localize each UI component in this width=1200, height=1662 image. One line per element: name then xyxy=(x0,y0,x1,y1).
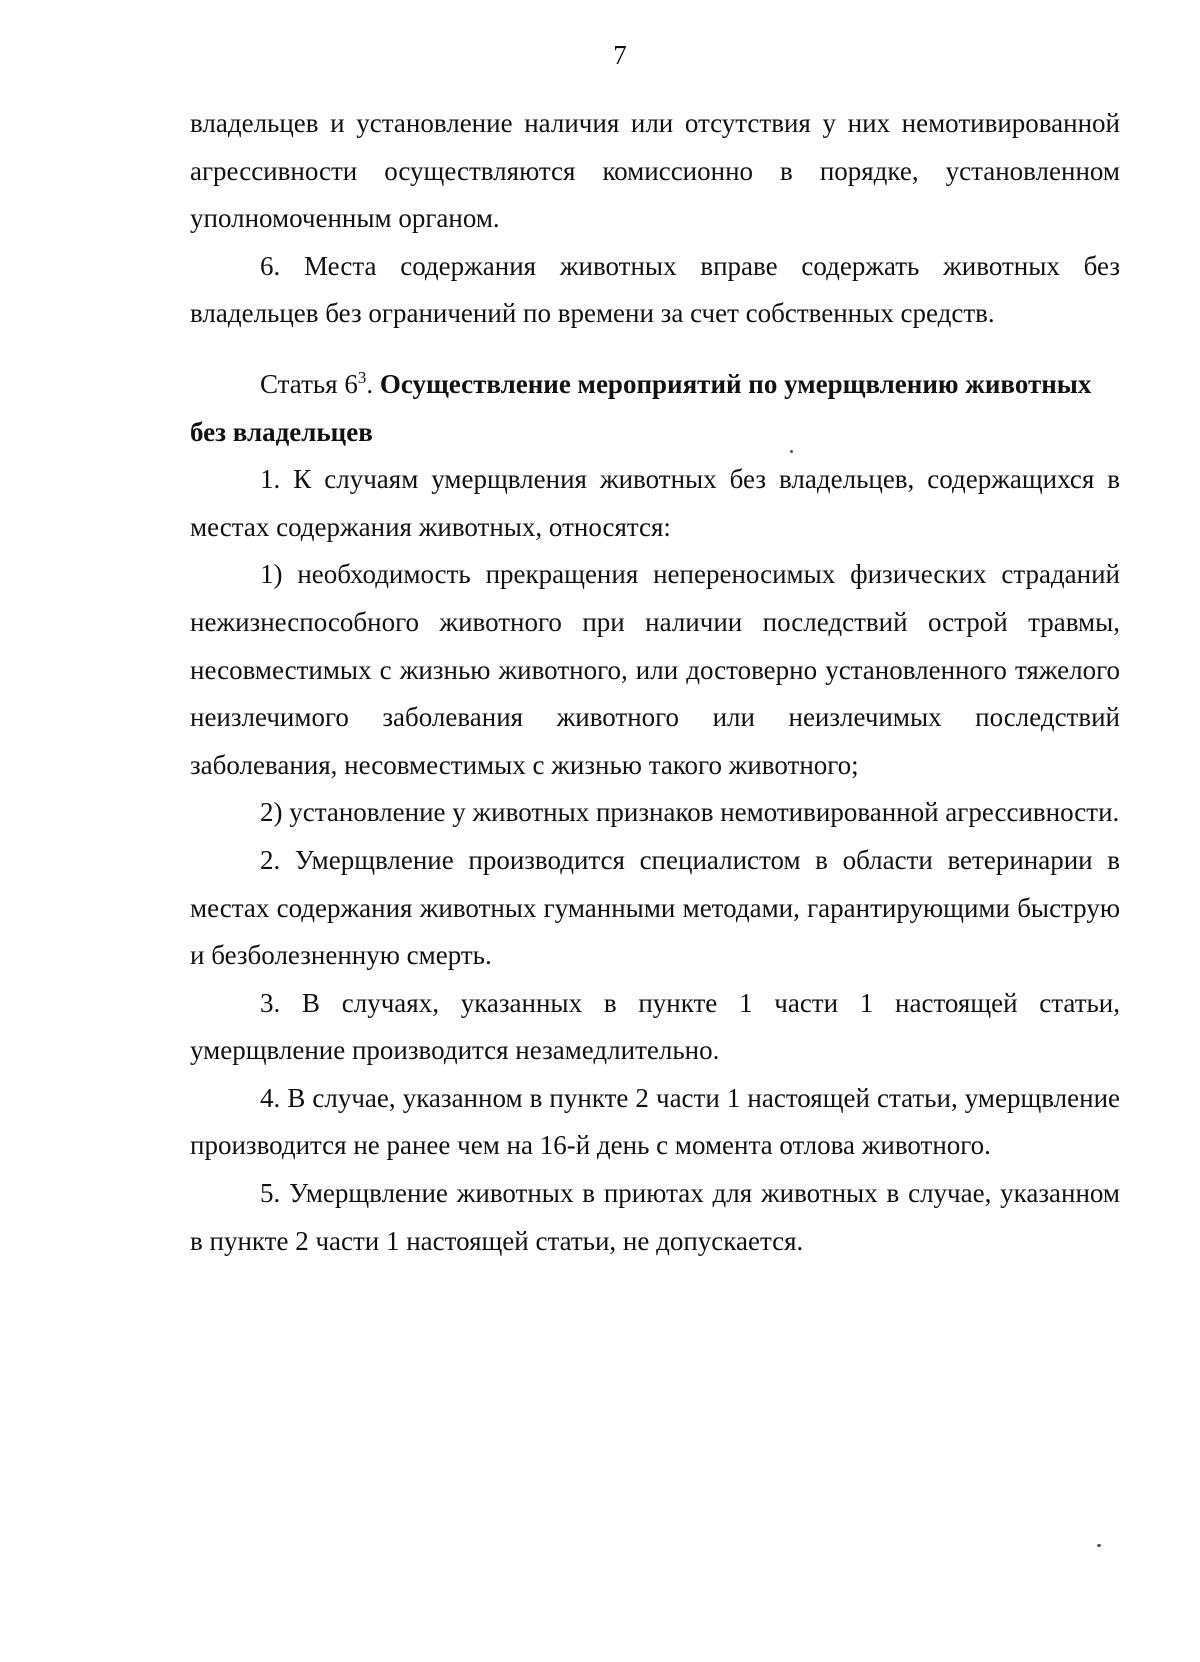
part-1-paragraph: 1. К случаям умерщвления животных без владельцев, содержащихся в местах содержания животных, относятся: xyxy=(190,464,1120,542)
page-number: 7 xyxy=(613,40,627,70)
part-4-paragraph: 4. В случае, указанном в пункте 2 части 1 настоящей статьи, умерщвление производится не ранее чем на 16-й день с момента отлова животного. xyxy=(190,1082,1120,1161)
point-2-paragraph: 2) установление у животных признаков немотивированной агрессивности. xyxy=(260,797,1120,828)
article-superscript: 3 xyxy=(357,367,367,387)
article-title: Осуществление мероприятий по умерщвлению животных без владельцев xyxy=(190,368,1092,447)
article-dot: . xyxy=(366,368,374,399)
part-5-paragraph: 5. Умерщвление животных в приютах для животных в случае, указанном в пункте 2 части 1 настоящей статьи, не допускается. xyxy=(190,1178,1120,1256)
continuation-paragraph: владельцев и установление наличия или отсутствия у них немотивированной агрессивности осуществляются комиссионно в порядке, установленном уполномоченным органом. xyxy=(190,108,1120,234)
part-3-paragraph: 3. В случаях, указанных в пункте 1 части 1 настоящей статьи, умерщвление производится незамедлительно. xyxy=(190,987,1120,1066)
point-1-paragraph: 1) необходимость прекращения непереносимых физических страданий нежизнеспособного животного при наличии последствий острой травмы, несовместимых с жизнью животного, или достоверно установленного тяжелого неизлечимого заболевания животного или неизлечимых последствий заболевания, несовместимых с жизнью такого животного; xyxy=(190,559,1120,780)
scan-speck xyxy=(790,450,793,453)
article-heading xyxy=(190,361,1120,456)
item-6-paragraph: 6. Места содержания животных вправе содержать животных без владельцев без ограничений по времени за счет собственных средств. xyxy=(190,250,1120,329)
part-2-paragraph: 2. Умерщвление производится специалистом в области ветеринарии в местах содержания животных гуманными методами, гарантирующими быструю и безболезненную смерть. xyxy=(190,844,1120,971)
scan-speck xyxy=(1097,1544,1101,1547)
document-body xyxy=(190,100,1120,1265)
article-prefix: Статья 6 xyxy=(260,368,358,399)
